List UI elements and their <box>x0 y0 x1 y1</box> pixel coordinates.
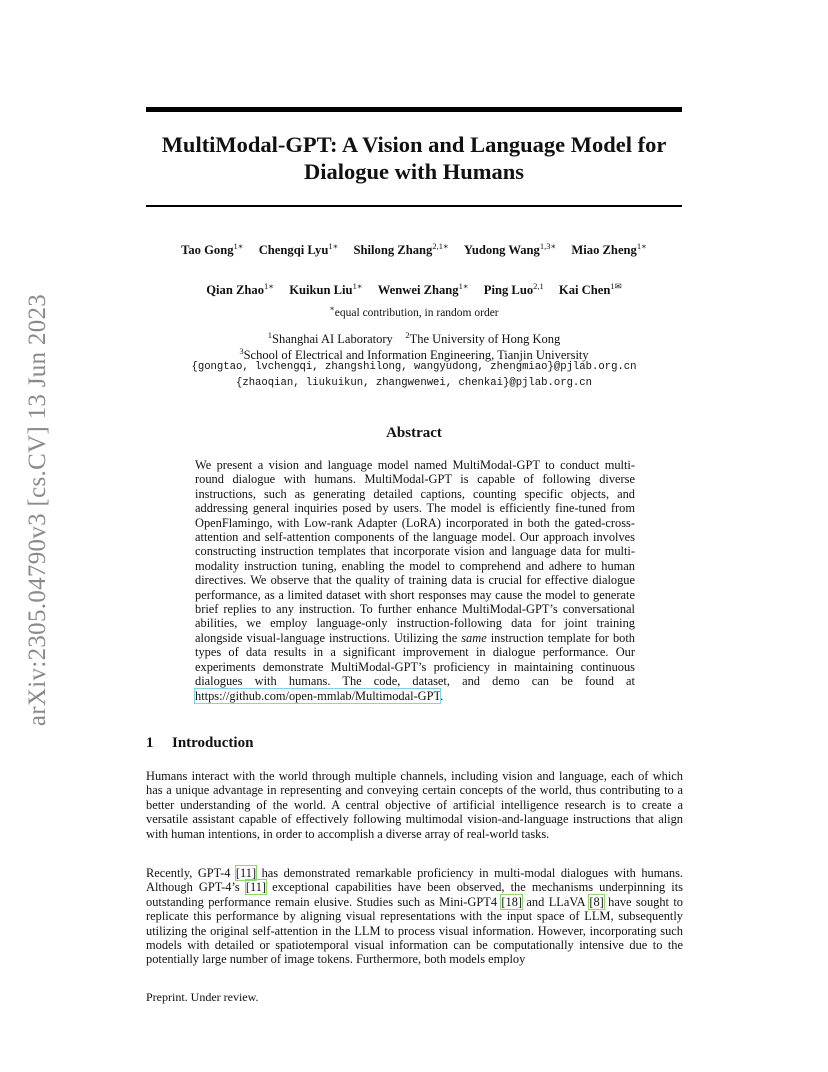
author-affil-mark: 1,3∗ <box>539 241 557 251</box>
abstract-emphasis: same <box>461 630 487 645</box>
author-affil-mark: 1∗ <box>328 241 339 251</box>
author-affil-mark: 1∗ <box>458 281 469 291</box>
abstract-heading: Abstract <box>386 425 442 441</box>
intro-paragraph-1: Humans interact with the world through multiple channels, including vision and language, each of which has a unique advantage in representing and conveying certain concepts of the world, thus contributing to a better understanding of the world. A central objective of artificial intelligence research is to create a versatile assistant capable of effectively following multimodal vision-and-language instructions that align with human intentions, in order to accomplish a diverse array of real-world tasks. <box>146 769 683 841</box>
arxiv-id: arXiv:2305.04790v3 [cs.CV] 13 Jun 2023 <box>24 293 51 727</box>
email-line-1: {gongtao, lvchengqi, zhangshilong, wangyudong, zhengmiao}@pjlab.org.cn <box>191 361 637 373</box>
paragraph-text: have sought to replicate this performance by aligning visual representations with the input space of LLM, subsequently utilizing the original self-attention in the LLM to process visual information. However, incorporating such models with detailed or spatiotemporal visual information can be computationally intensive due to the potentially large number of image tokens. Furthermore, both models employ <box>146 894 683 967</box>
citation-link-11[interactable]: [11] <box>235 866 257 880</box>
author <box>571 241 646 258</box>
title-rule-top <box>146 107 682 112</box>
author <box>181 241 243 258</box>
abstract-text: We present a vision and language model named MultiModal-GPT to conduct multi-round dialogue with humans. MultiModal-GPT is capable of following diverse instructions, such as generating detailed captions, counting specific objects, and addressing general inquiries posed by users. The model is efficiently fine-tuned from OpenFlamingo, with Low-rank Adapter (LoRA) incorporated in both the gated-cross-attention and self-attention components of the language model. Our approach involves constructing instruction templates that incorporate vision and language data for multi-modality instruction tuning, enabling the model to comprehend and adhere to human directives. We observe that the quality of training data is crucial for effective dialogue performance, as a limited dataset with short responses may cause the model to generate brief replies to any instruction. To further enhance MultiModal-GPT’s conversational abilities, we employ language-only instruction-following data for joint training alongside visual-language instructions. Utilizing the <box>195 458 635 645</box>
paragraph-text: Recently, GPT-4 <box>146 866 236 880</box>
affil-mark: 2 <box>405 330 410 340</box>
affiliation-hku: The University of Hong Kong <box>409 332 561 347</box>
abstract-text: instruction template for both types of data results in a significant improvement in dialogue performance. Our experiments demonstrate MultiModal-GPT’s proficiency in maintaining continuous dialogues with humans. The code, dataset, and demo can be found at <box>195 630 635 689</box>
author <box>289 281 362 298</box>
author-affil-mark: 1∗ <box>264 281 275 291</box>
author-name: Ping Luo <box>483 283 534 298</box>
note-text: equal contribution, in random order <box>334 306 499 319</box>
github-link[interactable]: https://github.com/open-mmlab/Multimodal-GPT <box>195 688 441 703</box>
citation-link-8[interactable]: [8] <box>589 894 604 909</box>
author-affil-mark: 1∗ <box>636 241 647 251</box>
title-line-2: Dialogue with Humans <box>303 159 525 184</box>
author-row-2 <box>120 281 708 298</box>
paper-title <box>146 131 682 185</box>
paragraph-text: exceptional capabilities have been observed, the mechanisms underpinning its outstanding performance remain elusive. Studies such as Mini-GPT4 <box>146 880 683 909</box>
author-name: Qian Zhao <box>206 283 265 298</box>
affil-mark: 3 <box>239 346 244 356</box>
author-name: Shilong Zhang <box>353 243 433 258</box>
author-name: Wenwei Zhang <box>377 283 459 298</box>
author-affil-mark: 1∗ <box>233 241 244 251</box>
author-name: Chengqi Lyu <box>258 243 329 258</box>
affil-mark: 1 <box>267 330 272 340</box>
section-title: Introduction <box>172 735 254 751</box>
author-name: Tao Gong <box>181 243 234 258</box>
section-number: 1 <box>146 735 154 751</box>
note-mark: ∗ <box>329 304 335 313</box>
author-name: Miao Zheng <box>571 243 637 258</box>
abstract-body <box>195 458 635 703</box>
citation-link-11[interactable]: [11] <box>245 880 267 895</box>
author <box>378 281 469 298</box>
author-name: Kai Chen <box>558 283 611 298</box>
section-heading-introduction <box>146 735 253 752</box>
author-affil-mark: 1✉ <box>610 281 622 291</box>
author <box>206 281 274 298</box>
author <box>464 241 556 258</box>
intro-paragraph-2 <box>146 866 683 967</box>
author <box>259 241 339 258</box>
affiliation-tianjin: School of Electrical and Information Engineering, Tianjin University <box>243 348 589 363</box>
title-line-1: MultiModal-GPT: A Vision and Language Model for <box>161 132 667 157</box>
preprint-footer: Preprint. Under review. <box>146 990 259 1004</box>
abstract-text: . <box>440 688 444 703</box>
author-row-1 <box>120 241 708 258</box>
author-affil-mark: 2,1 <box>533 281 544 291</box>
author-affil-mark: 1∗ <box>352 281 363 291</box>
arxiv-sidebar-stamp <box>24 290 52 730</box>
title-rule-bottom <box>146 205 682 207</box>
citation-link-18[interactable]: [18] <box>501 894 523 909</box>
equal-contribution-note <box>146 304 682 319</box>
author <box>354 241 449 258</box>
email-line-2: {zhaoqian, liukuikun, zhangwenwei, chenkai}@pjlab.org.cn <box>235 377 592 389</box>
author <box>559 281 622 298</box>
author-name: Yudong Wang <box>463 243 540 258</box>
author <box>484 281 544 298</box>
paragraph-text: has demonstrated remarkable proficiency in multi-modal dialogues with humans. Although GPT-4’s <box>146 866 684 895</box>
author-affil-mark: 2,1∗ <box>432 241 449 251</box>
author-name: Kuikun Liu <box>289 283 353 298</box>
paragraph-text: and LLaVA <box>522 894 590 909</box>
affiliation-shanghai-ai-lab: Shanghai AI Laboratory <box>272 332 393 347</box>
